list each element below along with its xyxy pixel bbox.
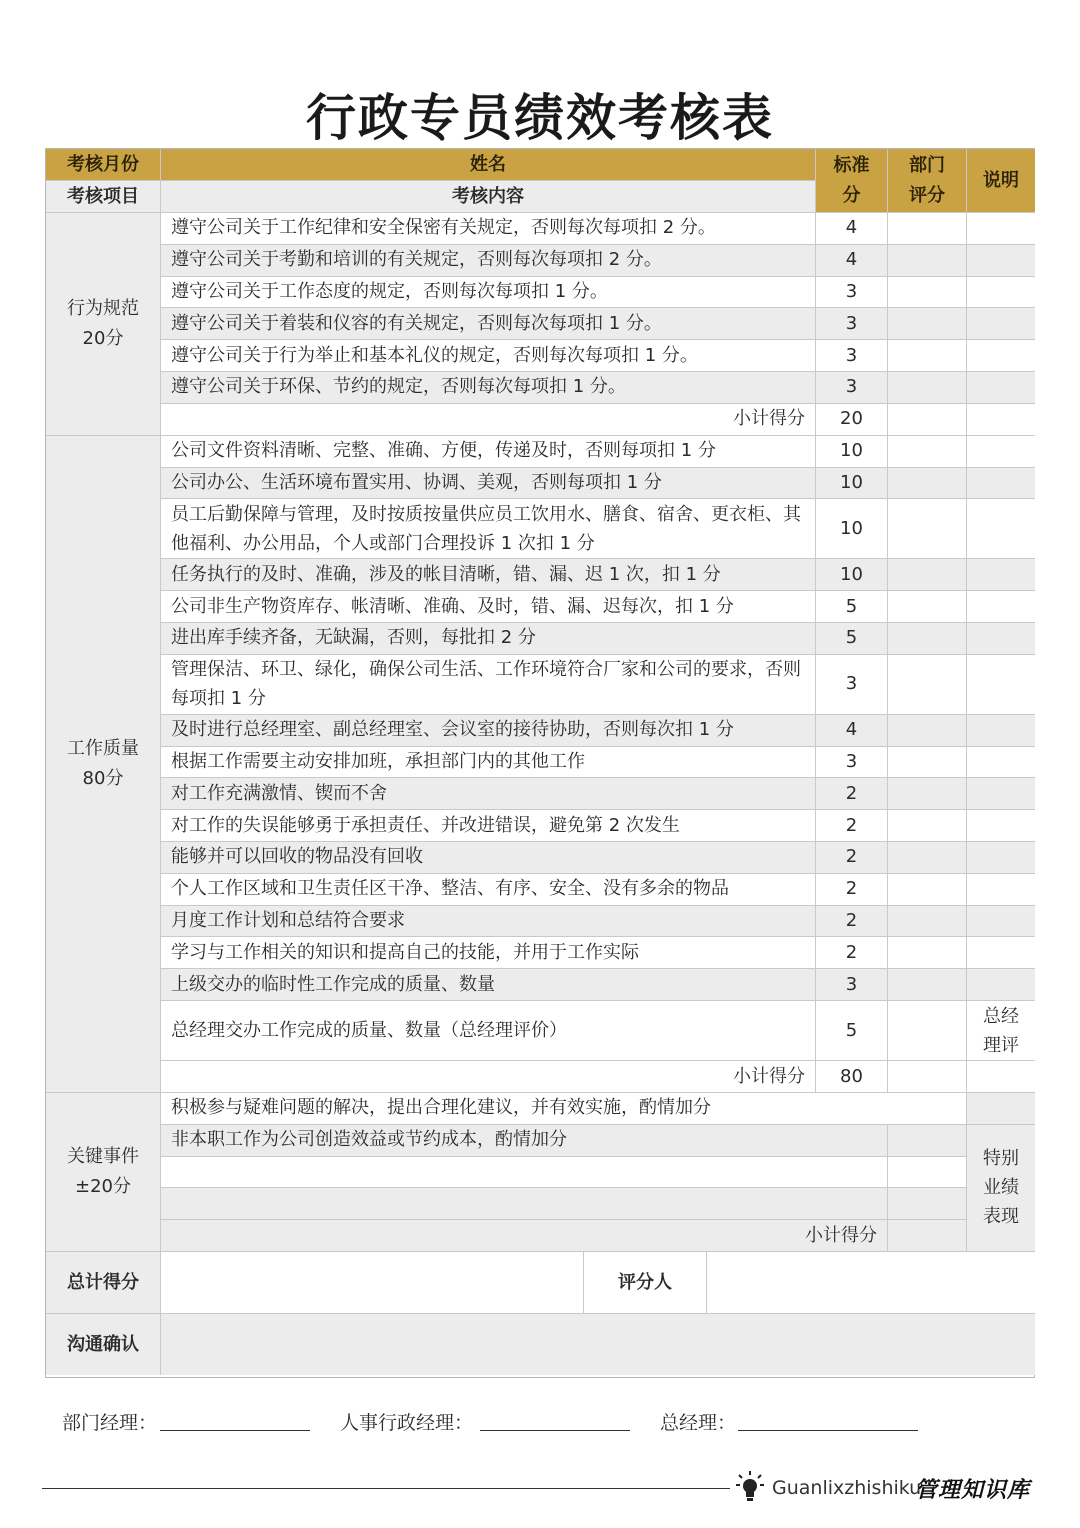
confirm-label: 沟通确认 [46, 1314, 161, 1375]
note-cell [967, 559, 1035, 591]
dept-score-cell[interactable] [888, 778, 967, 810]
dept-score-cell[interactable] [888, 468, 967, 500]
item-label: 考核项目 [46, 181, 161, 213]
footer-divider [42, 1488, 730, 1489]
dept-score-cell[interactable] [888, 213, 967, 245]
criterion-text: 根据工作需要主动安排加班，承担部门内的其他工作 [161, 747, 816, 779]
criterion-text: 进出库手续齐备，无缺漏，否则，每批扣 2 分 [161, 623, 816, 655]
dept-score-cell[interactable] [888, 308, 967, 340]
standard-score: 5 [816, 623, 888, 655]
note-cell [967, 778, 1035, 810]
criterion-text [161, 1157, 888, 1189]
note-cell [967, 842, 1035, 874]
hr-manager-line[interactable] [480, 1430, 630, 1431]
standard-score: 4 [816, 715, 888, 747]
special-score-cell[interactable] [888, 1157, 967, 1189]
standard-score: 5 [816, 1001, 888, 1061]
criterion-text: 公司办公、生活环境布置实用、协调、美观，否则每项扣 1 分 [161, 468, 816, 500]
criterion-text: 遵守公司关于行为举止和基本礼仪的规定，否则每次每项扣 1 分。 [161, 340, 816, 372]
standard-score: 10 [816, 559, 888, 591]
special-score-cell[interactable] [888, 1188, 967, 1220]
standard-score: 10 [816, 499, 888, 559]
standard-score: 2 [816, 778, 888, 810]
section-label: 行为规范 20分 [46, 213, 161, 436]
subtotal-label: 小计得分 [161, 1220, 888, 1252]
dept-manager-signature: 部门经理： [62, 1412, 158, 1434]
note-cell [967, 499, 1035, 559]
hr-manager-signature: 人事行政经理： [340, 1412, 474, 1434]
criterion-text: 对工作充满激情、锲而不舍 [161, 778, 816, 810]
lightbulb-icon [735, 1470, 765, 1504]
dept-score-cell[interactable] [888, 372, 967, 404]
note-cell [967, 468, 1035, 500]
standard-score: 10 [816, 436, 888, 468]
subtotal-label: 小计得分 [161, 1061, 816, 1093]
page-title: 行政专员绩效考核表 [306, 89, 774, 147]
subtotal-score: 20 [816, 404, 888, 436]
criterion-text: 非本职工作为公司创造效益或节约成本，酌情加分 [161, 1125, 888, 1157]
note-cell [967, 810, 1035, 842]
criterion-text: 学习与工作相关的知识和提高自己的技能，并用于工作实际 [161, 937, 816, 969]
note-cell [967, 623, 1035, 655]
brand-cn: 管理知识库 [915, 1478, 1031, 1503]
name-label: 姓名 [161, 149, 816, 181]
standard-score: 3 [816, 969, 888, 1001]
standard-score: 3 [816, 277, 888, 309]
criterion-text: 能够并可以回收的物品没有回收 [161, 842, 816, 874]
note-cell [967, 874, 1035, 906]
section-label: 工作质量 80分 [46, 436, 161, 1093]
dept-score-cell[interactable] [888, 810, 967, 842]
dept-score-cell[interactable] [888, 277, 967, 309]
dept-score-cell[interactable] [888, 874, 967, 906]
standard-score: 2 [816, 810, 888, 842]
note-cell [967, 969, 1035, 1001]
note-cell [967, 937, 1035, 969]
note-cell [967, 655, 1035, 715]
standard-score: 4 [816, 245, 888, 277]
dept-score-cell[interactable] [888, 906, 967, 938]
note-cell [967, 277, 1035, 309]
criterion-text: 总经理交办工作完成的质量、数量（总经理评价） [161, 1001, 816, 1061]
note-cell [967, 372, 1035, 404]
standard-score: 3 [816, 340, 888, 372]
criterion-text: 积极参与疑难问题的解决，提出合理化建议，并有效实施，酌情加分 [161, 1093, 967, 1125]
standard-score: 3 [816, 655, 888, 715]
special-subtotal-cell[interactable] [888, 1220, 967, 1252]
note-cell [967, 308, 1035, 340]
standard-score: 3 [816, 308, 888, 340]
note-text: 总经理评 [967, 1001, 1035, 1061]
dept-score-cell[interactable] [888, 623, 967, 655]
total-score-label: 总计得分 [46, 1252, 161, 1314]
criterion-text: 遵守公司关于工作纪律和安全保密有关规定，否则每次每项扣 2 分。 [161, 213, 816, 245]
dept-subtotal-cell[interactable] [888, 1061, 967, 1093]
criterion-text: 遵守公司关于着装和仪容的有关规定，否则每次每项扣 1 分。 [161, 308, 816, 340]
dept-score-cell[interactable] [888, 715, 967, 747]
total-score-field[interactable] [161, 1252, 584, 1314]
dept-score-cell[interactable] [888, 937, 967, 969]
criterion-text: 及时进行总经理室、副总经理室、会议室的接待协助，否则每次扣 1 分 [161, 715, 816, 747]
standard-score: 10 [816, 468, 888, 500]
dept-score-cell[interactable] [888, 499, 967, 559]
standard-score: 4 [816, 213, 888, 245]
subtotal-score: 80 [816, 1061, 888, 1093]
dept-score-cell[interactable] [888, 842, 967, 874]
gm-line[interactable] [738, 1430, 918, 1431]
note-header: 说明 [967, 149, 1035, 213]
rater-field[interactable] [707, 1252, 1035, 1314]
note-cell [967, 213, 1035, 245]
dept-score-cell[interactable] [888, 436, 967, 468]
subtotal-label: 小计得分 [161, 404, 816, 436]
dept-score-cell[interactable] [888, 591, 967, 623]
criterion-text: 上级交办的临时性工作完成的质量、数量 [161, 969, 816, 1001]
special-note-top [967, 1093, 1035, 1125]
criterion-text: 管理保洁、环卫、绿化，确保公司生活、工作环境符合厂家和公司的要求，否则每项扣 1 分 [161, 655, 816, 715]
note-cell [967, 906, 1035, 938]
standard-score: 2 [816, 906, 888, 938]
gm-signature: 总经理： [660, 1412, 737, 1434]
section-label: 关键事件 ±20分 [46, 1093, 161, 1252]
criterion-text: 公司文件资料清晰、完整、准确、方便，传递及时，否则每项扣 1 分 [161, 436, 816, 468]
dept-score-cell[interactable] [888, 655, 967, 715]
criterion-text: 遵守公司关于环保、节约的规定，否则每次每项扣 1 分。 [161, 372, 816, 404]
content-label: 考核内容 [161, 181, 816, 213]
criterion-text: 公司非生产物资库存、帐清晰、准确、及时，错、漏、迟每次，扣 1 分 [161, 591, 816, 623]
standard-score: 2 [816, 937, 888, 969]
note-cell [967, 747, 1035, 779]
note-cell [967, 436, 1035, 468]
dept-score-cell[interactable] [888, 747, 967, 779]
month-label: 考核月份 [46, 149, 161, 181]
criterion-text: 遵守公司关于工作态度的规定，否则每次每项扣 1 分。 [161, 277, 816, 309]
note-cell [967, 715, 1035, 747]
brand-latin: Guanlixzhishiku [772, 1477, 922, 1499]
standard-score: 5 [816, 591, 888, 623]
criterion-text: 个人工作区域和卫生责任区干净、整洁、有序、安全、没有多余的物品 [161, 874, 816, 906]
criterion-text: 遵守公司关于考勤和培训的有关规定，否则每次每项扣 2 分。 [161, 245, 816, 277]
dept-score-cell[interactable] [888, 1001, 967, 1061]
note-cell [967, 591, 1035, 623]
standard-score-header: 标准分 [816, 149, 888, 213]
standard-score: 2 [816, 842, 888, 874]
note-cell [967, 1061, 1035, 1093]
dept-score-cell[interactable] [888, 969, 967, 1001]
appraisal-table [45, 148, 1035, 1378]
criterion-text [161, 1188, 888, 1220]
note-cell [967, 404, 1035, 436]
criterion-text: 员工后勤保障与管理，及时按质按量供应员工饮用水、膳食、宿舍、更衣柜、其他福利、办公用品，个人或部门合理投诉 1 次扣 1 分 [161, 499, 816, 559]
special-note: 特别业绩表现 [967, 1125, 1035, 1252]
dept-score-header: 部门评分 [888, 149, 967, 213]
dept-score-cell[interactable] [888, 559, 967, 591]
standard-score: 2 [816, 874, 888, 906]
criterion-text: 任务执行的及时、准确，涉及的帐目清晰，错、漏、迟 1 次，扣 1 分 [161, 559, 816, 591]
dept-score-cell[interactable] [888, 340, 967, 372]
note-cell [967, 340, 1035, 372]
criterion-text: 对工作的失误能够勇于承担责任、并改进错误，避免第 2 次发生 [161, 810, 816, 842]
special-score-cell[interactable] [888, 1125, 967, 1157]
rater-label: 评分人 [584, 1252, 707, 1314]
standard-score: 3 [816, 372, 888, 404]
dept-manager-line[interactable] [160, 1430, 310, 1431]
note-cell [967, 245, 1035, 277]
dept-subtotal-cell[interactable] [888, 404, 967, 436]
standard-score: 3 [816, 747, 888, 779]
criterion-text: 月度工作计划和总结符合要求 [161, 906, 816, 938]
dept-score-cell[interactable] [888, 245, 967, 277]
confirm-field[interactable] [161, 1314, 1035, 1375]
